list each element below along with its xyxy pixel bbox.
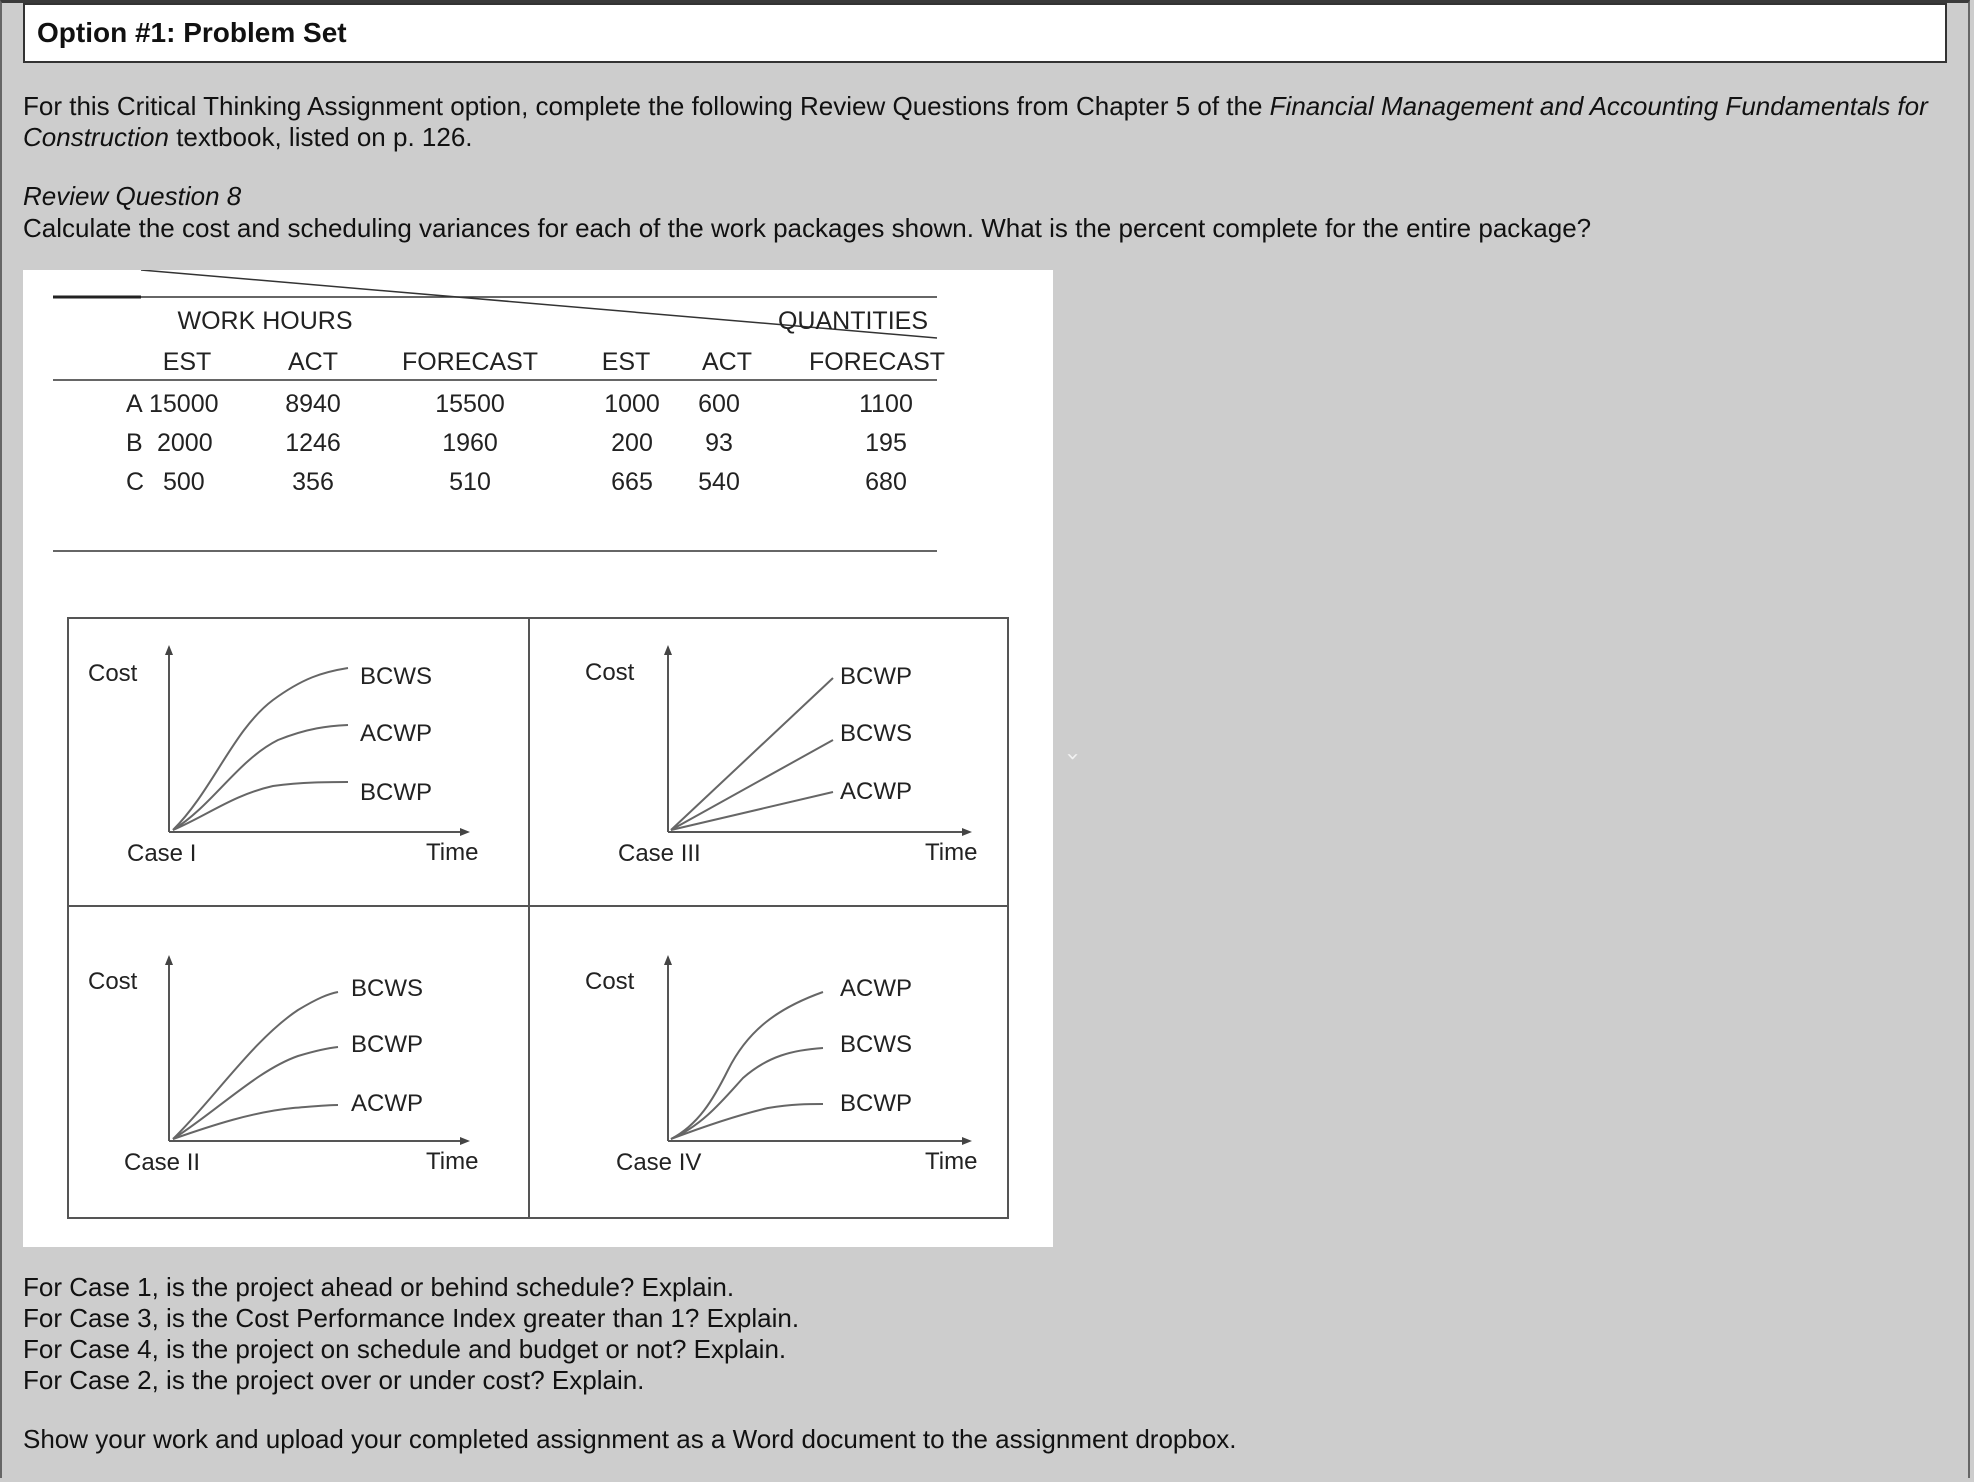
question-list [23, 1272, 799, 1396]
case-label: Case I [127, 840, 197, 867]
cell-est-hours: 15000 [149, 390, 219, 418]
y-axis-label: Cost [88, 968, 138, 995]
col-header-forecast-qty: FORECAST [808, 348, 946, 376]
cell-est-hours: 2000 [157, 429, 213, 457]
cell-act-qty: 540 [698, 468, 740, 496]
curve-acwp [173, 725, 348, 830]
group-header-quantities: QUANTITIES [777, 307, 929, 335]
cell-forecast-hours: 15500 [435, 390, 505, 418]
series-label-bottom: BCWP [840, 1090, 912, 1117]
y-axis-label: Cost [585, 968, 635, 995]
curve-acwp [671, 792, 833, 830]
x-axis-label: Time [925, 1148, 978, 1175]
question-item: For Case 3, is the Cost Performance Index greater than 1? Explain. [23, 1303, 800, 1333]
curve-bcws [173, 668, 348, 830]
chevron-down-icon[interactable]: › [1059, 752, 1085, 761]
review-question-title: Review Question 8 [23, 181, 242, 211]
col-header-est-qty: EST [601, 348, 651, 376]
curve-bcwp [173, 782, 348, 830]
row-label: A [126, 390, 143, 418]
y-axis-label: Cost [88, 660, 138, 687]
cell-forecast-qty: 680 [865, 468, 907, 496]
curve-bcws [671, 1048, 823, 1139]
x-axis-label: Time [925, 839, 978, 866]
series-label-middle: ACWP [360, 720, 432, 747]
book-title: Financial Management and Accounting Fundamentals for Construction [23, 91, 1928, 152]
cell-act-hours: 1246 [285, 429, 341, 457]
series-label-middle: BCWS [840, 720, 912, 747]
cell-act-qty: 93 [705, 429, 733, 457]
case-label: Case IV [616, 1149, 702, 1176]
data-table [126, 307, 945, 496]
row-label: C [126, 468, 145, 496]
col-header-act-hours: ACT [288, 348, 338, 376]
closing-instruction: Show your work and upload your completed assignment as a Word document to the assignment dropbox. [23, 1424, 1237, 1454]
chart-grid-border [68, 618, 1008, 1218]
col-header-est-hours: EST [162, 348, 212, 376]
question-item: For Case 2, is the project over or under cost? Explain. [23, 1365, 645, 1395]
cell-est-qty: 665 [611, 468, 653, 496]
x-axis-label: Time [426, 839, 479, 866]
series-label-bottom: ACWP [351, 1090, 423, 1117]
x-axis-label: Time [426, 1148, 479, 1175]
intro-text-1: For this Critical Thinking Assignment option, complete the following Review Questions from Chapter 5 of the [23, 91, 1270, 121]
cell-forecast-hours: 510 [449, 468, 491, 496]
figure-panel [23, 270, 1053, 1247]
cell-act-hours: 8940 [285, 390, 341, 418]
chart-case-3 [585, 650, 977, 867]
cell-act-qty: 600 [698, 390, 740, 418]
cell-forecast-hours: 1960 [442, 429, 498, 457]
cell-est-qty: 200 [611, 429, 653, 457]
case-label: Case III [618, 840, 701, 867]
col-header-forecast-hours: FORECAST [401, 348, 539, 376]
cell-est-qty: 1000 [604, 390, 660, 418]
col-header-act-qty: ACT [702, 348, 752, 376]
cell-act-hours: 356 [292, 468, 334, 496]
series-label-top: BCWS [351, 975, 423, 1002]
series-label-top: BCWS [360, 663, 432, 690]
cell-forecast-qty: 195 [865, 429, 907, 457]
series-label-top: ACWP [840, 975, 912, 1002]
figure-svg [23, 270, 1053, 1247]
chart-case-4 [585, 960, 977, 1176]
series-label-middle: BCWP [351, 1031, 423, 1058]
chart-case-1 [88, 650, 478, 867]
case-label: Case II [124, 1149, 201, 1176]
chart-case-2 [88, 960, 478, 1176]
curve-bcws [173, 992, 338, 1139]
review-question-body: Calculate the cost and scheduling variances for each of the work packages shown. What is the percent complete for the entire package? [23, 213, 1592, 243]
group-header-work-hours: WORK HOURS [177, 307, 353, 335]
cell-est-hours: 500 [163, 468, 205, 496]
intro-text-2: textbook, listed on p. 126. [168, 122, 473, 152]
cell-forecast-qty: 1100 [859, 390, 913, 418]
curve-acwp [671, 992, 823, 1139]
series-label-bottom: ACWP [840, 778, 912, 805]
intro-paragraph [23, 91, 1953, 153]
row-label: B [126, 429, 143, 457]
page-title: Option #1: Problem Set [23, 3, 1947, 63]
question-item: For Case 4, is the project on schedule and budget or not? Explain. [23, 1334, 787, 1364]
series-label-bottom: BCWP [360, 779, 432, 806]
series-label-middle: BCWS [840, 1031, 912, 1058]
series-label-top: BCWP [840, 663, 912, 690]
question-item: For Case 1, is the project ahead or behind schedule? Explain. [23, 1272, 735, 1302]
curve-bcwp [173, 1047, 338, 1139]
y-axis-label: Cost [585, 659, 635, 686]
